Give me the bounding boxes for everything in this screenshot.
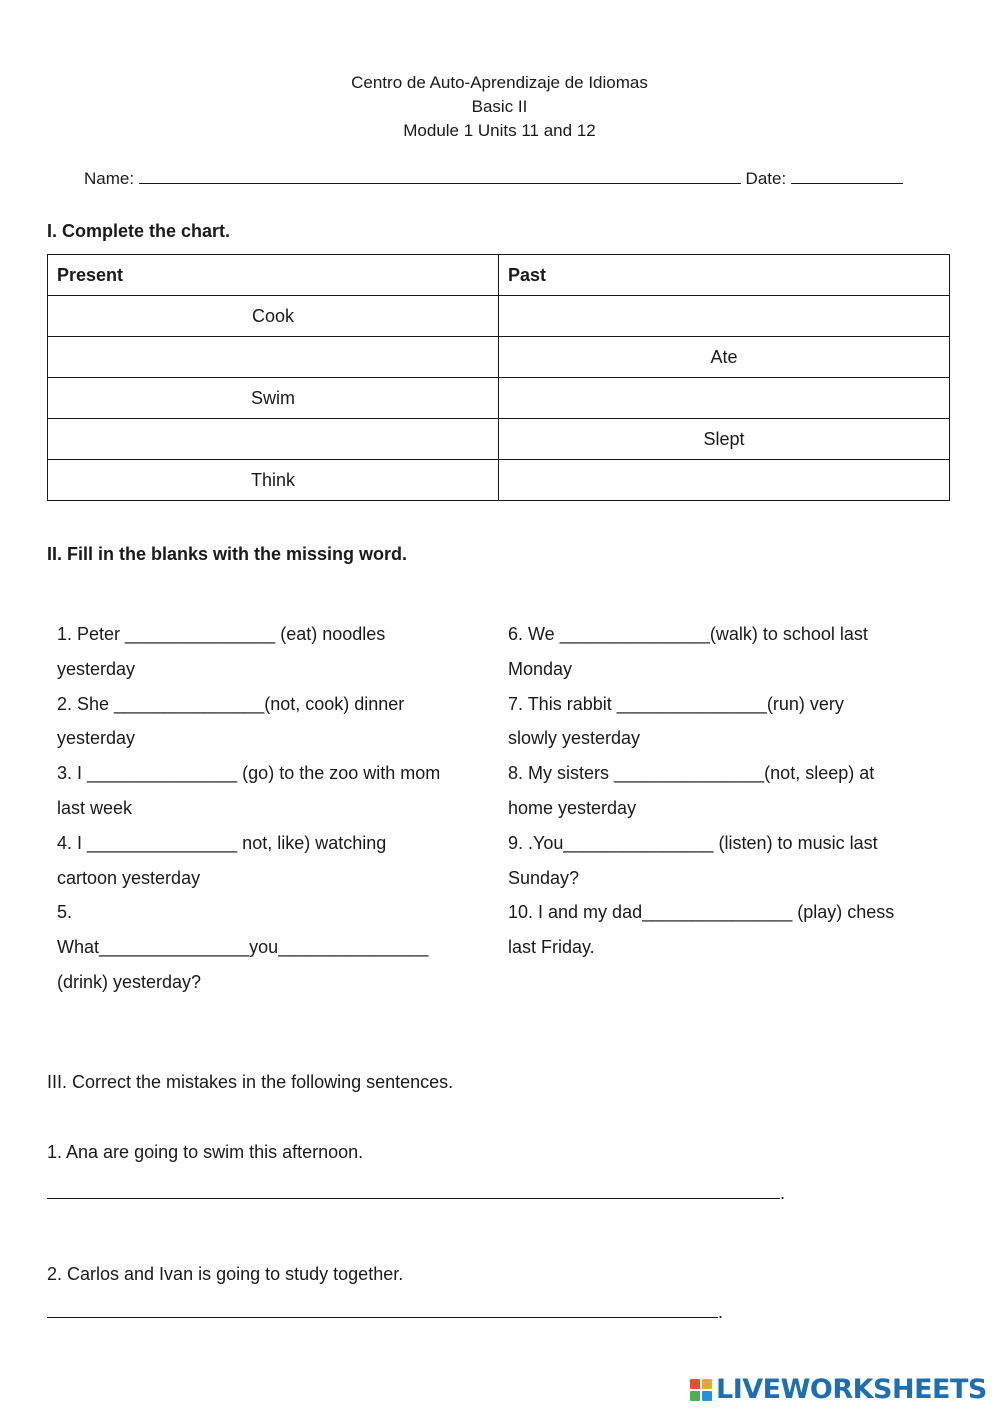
exercise-line[interactable]: 2. She _______________(not, cook) dinner — [57, 693, 405, 714]
past-cell-input[interactable] — [499, 460, 950, 501]
module-title: Module 1 Units 11 and 12 — [403, 121, 596, 140]
exercise-line: yesterday — [57, 658, 136, 679]
exercise-line: 5. — [57, 902, 73, 923]
past-cell: Slept — [499, 419, 950, 460]
exercise-line[interactable]: 10. I and my dad_______________ (play) chess — [508, 902, 895, 923]
past-cell-input[interactable] — [499, 378, 950, 419]
section-1-title: I. Complete the chart. — [47, 221, 231, 241]
exercise-line: Monday — [508, 658, 573, 679]
exercise-line[interactable]: 3. I _______________ (go) to the zoo with mom — [57, 763, 441, 784]
logo-tile — [690, 1391, 700, 1401]
chart-header-row — [48, 255, 950, 296]
logo-tile — [690, 1379, 700, 1389]
exercise-line[interactable]: What_______________you_______________ — [57, 937, 429, 958]
sentence-1: 1. Ana are going to swim this afternoon. — [47, 1142, 364, 1162]
answer-line-2[interactable]: . — [47, 1302, 723, 1323]
name-label: Name: — [84, 169, 135, 188]
name-date-row — [84, 168, 903, 189]
sentence-2: 2. Carlos and Ivan is going to study together. — [47, 1264, 404, 1284]
chart-row — [48, 296, 950, 337]
name-field[interactable] — [139, 168, 741, 184]
chart-row — [48, 460, 950, 501]
chart-row — [48, 337, 950, 378]
exercise-line: Sunday? — [508, 867, 580, 888]
exercise-line: (drink) yesterday? — [57, 971, 202, 992]
exercise-line: home yesterday — [508, 797, 637, 818]
date-field[interactable] — [791, 168, 903, 184]
present-cell: Think — [48, 460, 499, 501]
present-cell-input[interactable] — [48, 337, 499, 378]
course-level: Basic II — [471, 97, 528, 116]
date-label: Date: — [745, 169, 787, 188]
chart-row — [48, 419, 950, 460]
logo-tile — [702, 1391, 712, 1401]
logo-text: LIVEWORKSHEETS — [716, 1374, 987, 1405]
past-cell: Ate — [499, 337, 950, 378]
exercise-line[interactable]: 6. We _______________(walk) to school last — [508, 624, 868, 644]
fill-blanks-left-column — [57, 617, 497, 1000]
exercise-line[interactable]: 8. My sisters _______________(not, sleep) at — [508, 763, 875, 784]
exercise-line[interactable]: 9. .You_______________ (listen) to music last — [508, 832, 878, 853]
exercise-line: last week — [57, 797, 133, 818]
exercise-line[interactable]: 7. This rabbit _______________(run) very — [508, 693, 844, 714]
exercise-line: last Friday. — [508, 937, 595, 958]
answer-line-1[interactable]: . — [47, 1183, 785, 1204]
exercise-line: cartoon yesterday — [57, 867, 201, 888]
school-name: Centro de Auto-Aprendizaje de Idiomas — [351, 73, 648, 92]
exercise-line[interactable]: 4. I _______________ not, like) watching — [57, 832, 387, 853]
chart-row — [48, 378, 950, 419]
present-cell: Cook — [48, 296, 499, 337]
section-2-title: II. Fill in the blanks with the missing word. — [47, 544, 408, 564]
exercise-line: slowly yesterday — [508, 728, 641, 749]
section-3-title: III. Correct the mistakes in the following sentences. — [47, 1072, 454, 1092]
logo-tiles-icon — [690, 1379, 712, 1401]
present-header: Present — [48, 255, 499, 296]
present-cell: Swim — [48, 378, 499, 419]
verb-chart — [47, 254, 950, 501]
exercise-line: yesterday — [57, 728, 136, 749]
liveworksheets-logo — [690, 1374, 987, 1405]
past-cell-input[interactable] — [499, 296, 950, 337]
present-cell-input[interactable] — [48, 419, 499, 460]
logo-tile — [702, 1379, 712, 1389]
exercise-line[interactable]: 1. Peter _______________ (eat) noodles — [57, 624, 386, 644]
fill-blanks-right-column — [508, 617, 948, 965]
past-header: Past — [499, 255, 950, 296]
